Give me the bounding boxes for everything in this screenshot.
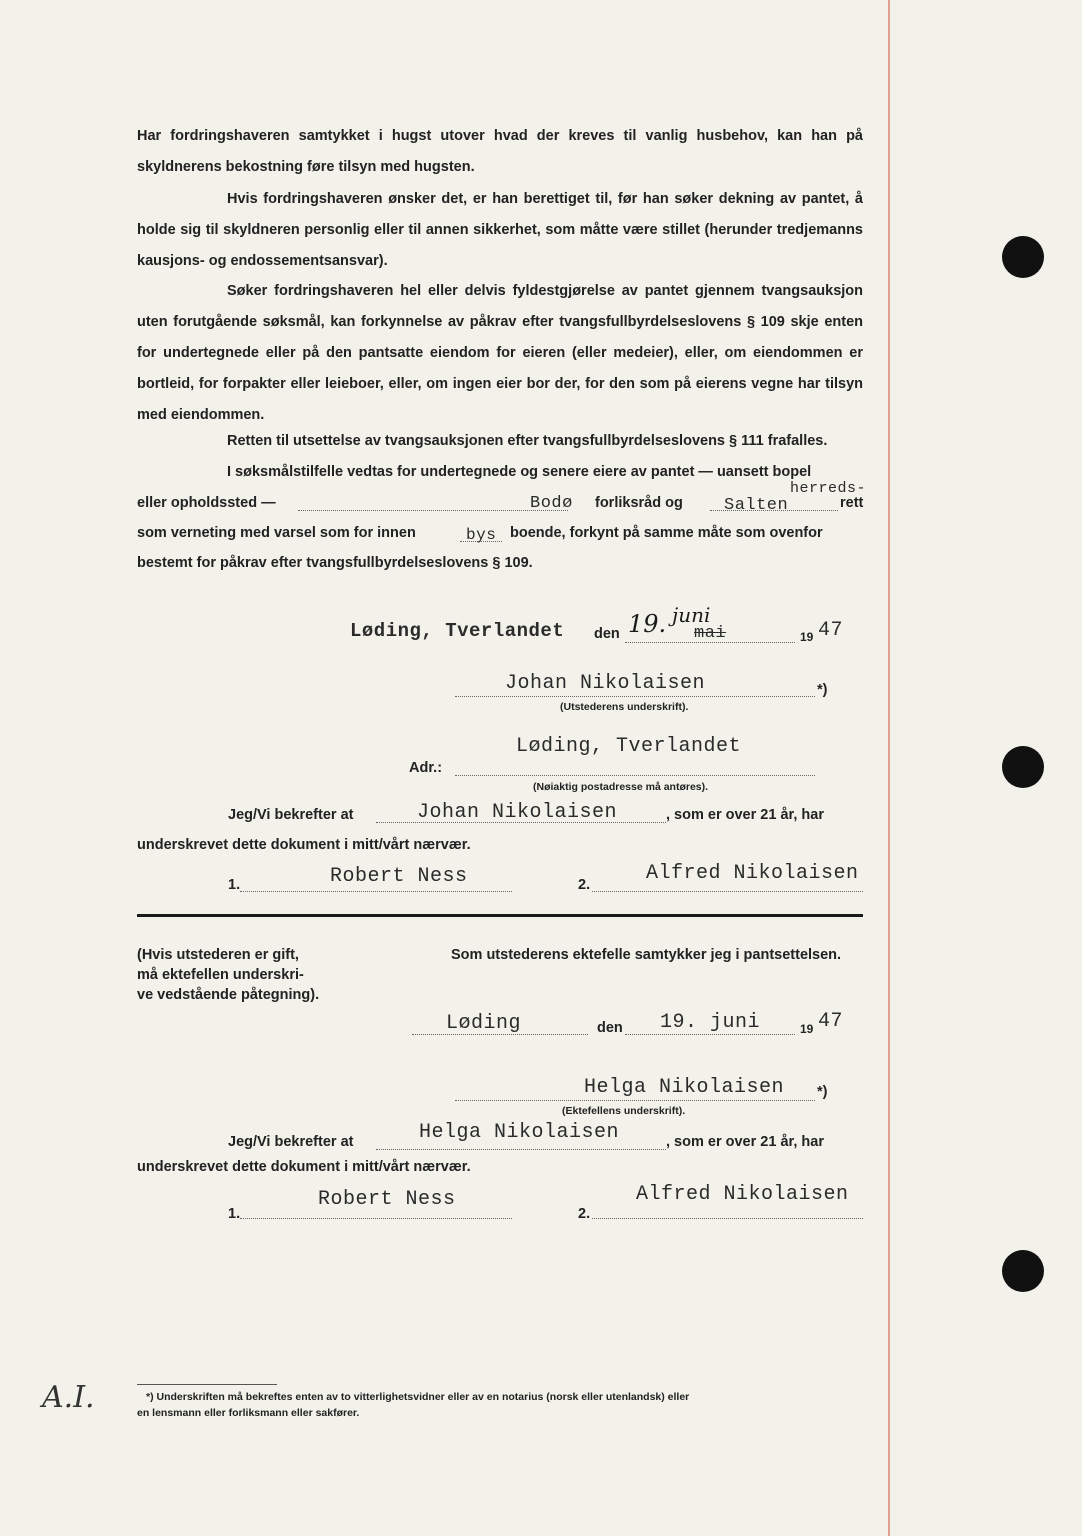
signing-year-prefix: 19 xyxy=(800,630,814,644)
footnote-line1: *) Underskriften må bekreftes enten av to vitterlighetsvidner eller av en notarius (norsk eller utenlandsk) eller xyxy=(146,1391,690,1403)
footnote-rule xyxy=(137,1384,277,1385)
confirm-label: Jeg/Vi bekrefter at xyxy=(228,807,354,823)
dotted-line xyxy=(298,510,568,511)
confirm-name: Johan Nikolaisen xyxy=(417,801,618,824)
spouse-note-line1: (Hvis utstederen er gift, xyxy=(137,947,299,963)
paragraph-soksmal-line1: I søksmålstilfelle vedtas for undertegnede og senere eiere av pantet — uansett bopel xyxy=(227,464,812,480)
issuer-signature: Johan Nikolaisen xyxy=(505,672,706,695)
confirm-tail: , som er over 21 år, har xyxy=(666,807,824,823)
verneting-forliksrad: forliksråd og xyxy=(595,495,683,511)
spouse-note-line3: ve vedstående påtegning). xyxy=(137,987,320,1003)
spouse-year-suffix: 47 xyxy=(818,1010,844,1033)
punch-hole-top xyxy=(1002,236,1044,278)
address-label: Adr.: xyxy=(409,760,443,776)
signing-place: Løding, Tverlandet xyxy=(350,620,565,642)
paragraph-dekning: Hvis fordringshaveren ønsker det, er han berettiget til, før han søker dekning av pantet, å holde sig til skyldneren personlig eller til annen sikkerhet, som måtte være stillet (herunder tredjemanns kausjons- og endossementsansvar). xyxy=(137,191,863,269)
spouse-confirm-name: Helga Nikolaisen xyxy=(419,1121,620,1144)
spouse-den-label: den xyxy=(597,1020,623,1036)
issuer-footnote-mark: *) xyxy=(817,682,828,698)
filled-herreds: herreds- xyxy=(790,480,867,497)
dotted-line xyxy=(592,1218,863,1219)
spouse-date: 19. juni xyxy=(660,1011,761,1034)
paragraph-tvangsauksjon: Søker fordringshaveren hel eller delvis fyldestgjørelse av pantet gjennem tvangsauksjon uten forutgående søksmål, kan forkynnelse av påkrav efter tvangsfullbyrdelseslovens § 109 skje enten for undertegnede eller på den pantsatte eiendom for eieren (eller medeier), eller, om eiendommen er bortleid, for forpakter eller leieboer, eller, om ingen eier bor der, for den som på eierens vegne har tilsyn med eiendommen. xyxy=(137,283,863,423)
verneting-rett: rett xyxy=(840,495,864,511)
margin-line xyxy=(888,0,890,1536)
signing-month-struck: mai xyxy=(694,624,727,643)
spouse-confirm-label: Jeg/Vi bekrefter at xyxy=(228,1134,354,1150)
filled-salten: Salten xyxy=(724,496,789,515)
issuer-caption: (Utstederens underskrift). xyxy=(560,701,689,713)
margin-handwritten-mark: A.I. xyxy=(42,1380,95,1415)
issuer-address: Løding, Tverlandet xyxy=(516,735,742,758)
spouse-footnote-mark: *) xyxy=(817,1084,828,1100)
dotted-line xyxy=(625,1034,795,1035)
dotted-line xyxy=(455,1100,815,1101)
spouse-witness-2-number: 2. xyxy=(578,1206,591,1222)
witness-2-name: Alfred Nikolaisen xyxy=(646,862,859,885)
filled-bys: bys xyxy=(466,526,497,544)
signing-day: 19. xyxy=(628,610,667,638)
spouse-note-line2: må ektefellen underskri- xyxy=(137,967,304,983)
verneting-line4: bestemt for påkrav efter tvangsfullbyrdelseslovens § 109. xyxy=(137,555,533,571)
spouse-year-prefix: 19 xyxy=(800,1022,814,1036)
spouse-place: Løding xyxy=(446,1012,522,1035)
dotted-line xyxy=(240,891,512,892)
witness-1-name: Robert Ness xyxy=(330,865,468,888)
spouse-witness-2-name: Alfred Nikolaisen xyxy=(636,1183,849,1206)
paragraph-hugst: Har fordringshaveren samtykket i hugst utover hvad der kreves til vanlig husbehov, kan han på skyldnerens bekostning føre tilsyn med hugsten. xyxy=(137,128,863,175)
punch-hole-middle xyxy=(1002,746,1044,788)
verneting-line2-start: eller opholdssted — xyxy=(137,495,276,511)
section-divider xyxy=(137,914,863,917)
address-caption: (Nøiaktig postadresse må antøres). xyxy=(533,781,709,793)
confirm-line2: underskrevet dette dokument i mitt/vårt nærvær. xyxy=(137,837,471,853)
dotted-line xyxy=(455,696,815,697)
signing-den-label: den xyxy=(594,626,620,642)
spouse-confirm-line2: underskrevet dette dokument i mitt/vårt nærvær. xyxy=(137,1159,471,1175)
paragraph-utsettelse: Retten til utsettelse av tvangsauksjonen efter tvangsfullbyrdelseslovens § 111 frafalles. xyxy=(227,433,828,449)
punch-hole-bottom xyxy=(1002,1250,1044,1292)
verneting-line3-start: som verneting med varsel som for innen xyxy=(137,525,416,541)
spouse-caption: (Ektefellens underskrift). xyxy=(562,1105,686,1117)
dotted-line xyxy=(455,775,815,776)
spouse-confirm-tail: , som er over 21 år, har xyxy=(666,1134,824,1150)
dotted-line xyxy=(376,1149,666,1150)
signing-year-suffix: 47 xyxy=(818,619,844,642)
dotted-line xyxy=(240,1218,512,1219)
verneting-line3-end: boende, forkynt på samme måte som ovenfor xyxy=(510,525,823,541)
spouse-witness-1-number: 1. xyxy=(228,1206,241,1222)
signing-month: juni xyxy=(672,603,711,627)
spouse-consent: Som utstederens ektefelle samtykker jeg i pantsettelsen. xyxy=(451,947,842,963)
footnote-line2: en lensmann eller forliksmann eller sakfører. xyxy=(137,1407,360,1419)
spouse-signature: Helga Nikolaisen xyxy=(584,1076,785,1099)
dotted-line xyxy=(592,891,863,892)
witness-1-number: 1. xyxy=(228,877,241,893)
witness-2-number: 2. xyxy=(578,877,591,893)
spouse-witness-1-name: Robert Ness xyxy=(318,1188,456,1211)
filled-bodo: Bodø xyxy=(530,494,573,513)
